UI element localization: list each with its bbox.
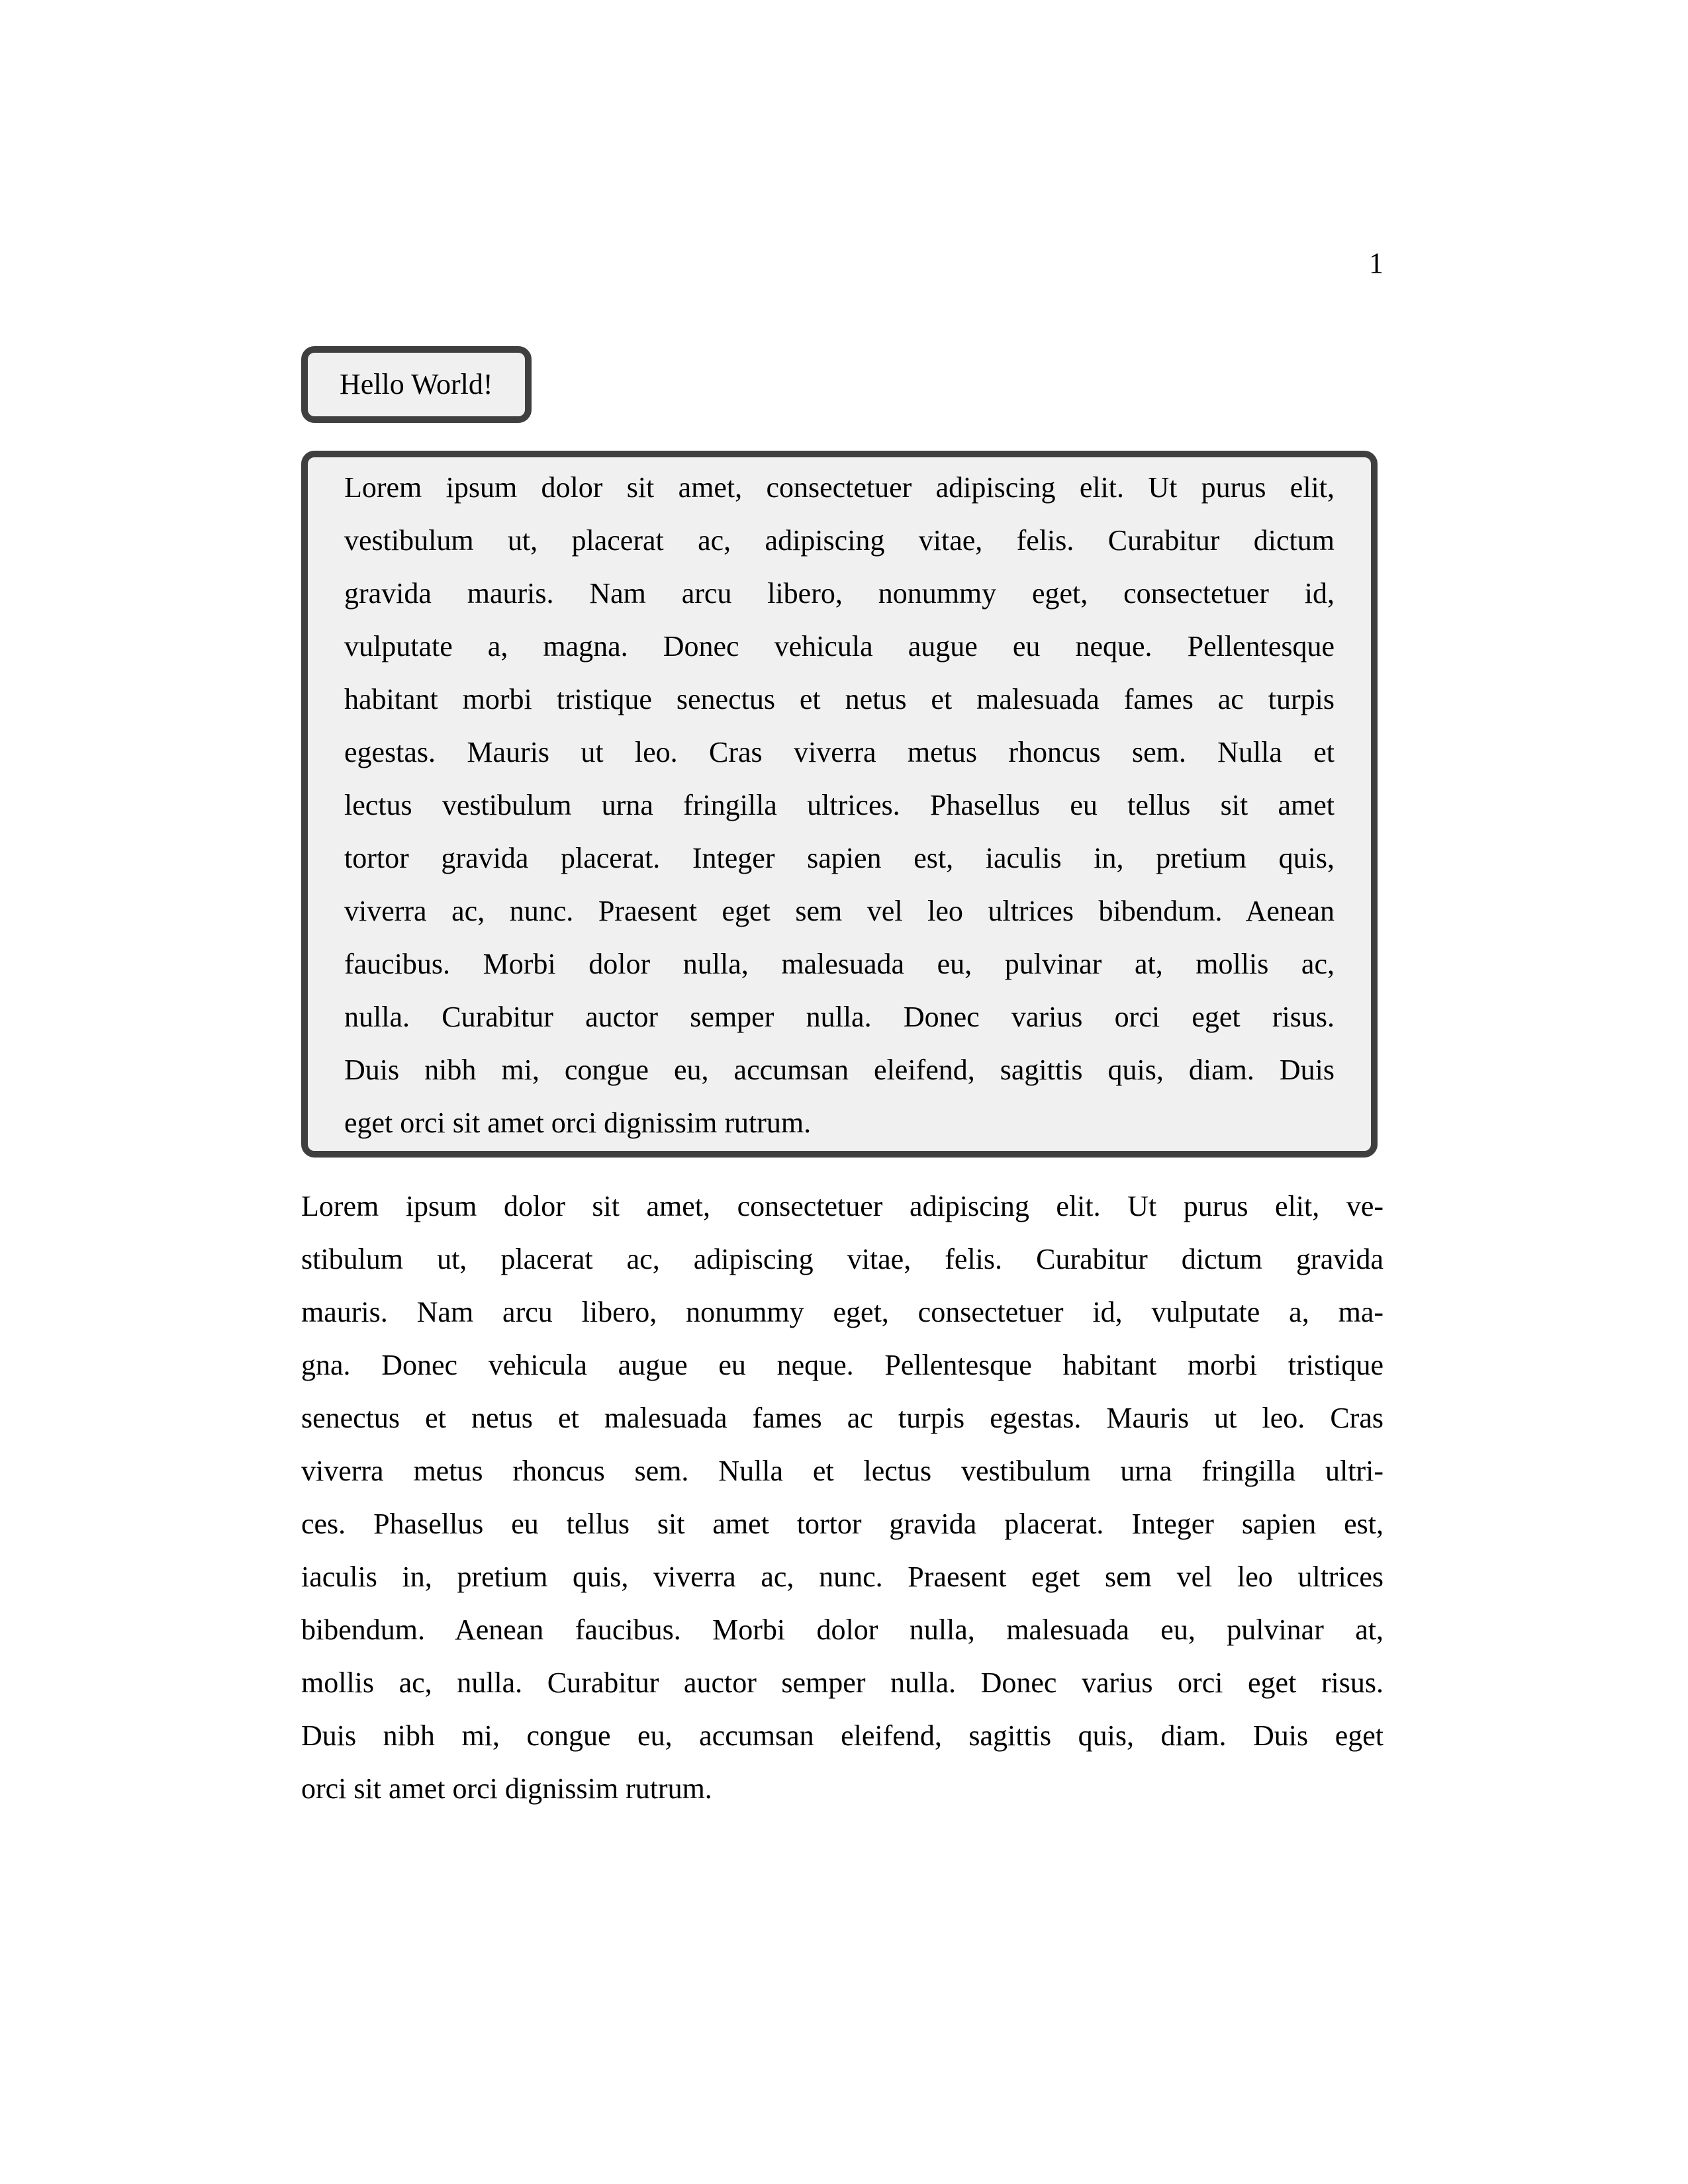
text-line: eget orci sit amet orci dignissim rutrum. bbox=[344, 1107, 812, 1139]
text-line: gravida mauris. Nam arcu libero, nonummy eget, consectetuer id, bbox=[344, 577, 1335, 610]
lorem-ipsum-box bbox=[301, 451, 1378, 1158]
text-line: Lorem ipsum dolor sit amet, consectetuer adipiscing elit. Ut purus elit, ve- bbox=[301, 1190, 1383, 1222]
text-line: vulputate a, magna. Donec vehicula augue eu neque. Pellentesque bbox=[344, 630, 1335, 662]
hello-world-label: Hello World! bbox=[340, 368, 493, 400]
text-line: bibendum. Aenean faucibus. Morbi dolor nulla, malesuada eu, pulvinar at, bbox=[301, 1614, 1383, 1646]
page-content bbox=[301, 346, 1383, 1815]
text-line: habitant morbi tristique senectus et netus et malesuada fames ac turpis bbox=[344, 683, 1335, 715]
text-line: mollis ac, nulla. Curabitur auctor semper nulla. Donec varius orci eget risus. bbox=[301, 1666, 1383, 1699]
text-line: vestibulum ut, placerat ac, adipiscing vitae, felis. Curabitur dictum bbox=[344, 524, 1335, 557]
text-line: ces. Phasellus eu tellus sit amet tortor gravida placerat. Integer sapien est, bbox=[301, 1508, 1383, 1540]
text-line: viverra ac, nunc. Praesent eget sem vel leo ultrices bibendum. Aenean bbox=[344, 895, 1335, 927]
hello-world-box bbox=[301, 346, 532, 423]
text-line: egestas. Mauris ut leo. Cras viverra metus rhoncus sem. Nulla et bbox=[344, 736, 1335, 768]
page-number: 1 bbox=[1369, 247, 1383, 279]
text-line: stibulum ut, placerat ac, adipiscing vitae, felis. Curabitur dictum gravida bbox=[301, 1243, 1383, 1275]
text-line: mauris. Nam arcu libero, nonummy eget, consectetuer id, vulputate a, ma- bbox=[301, 1296, 1383, 1328]
text-line: viverra metus rhoncus sem. Nulla et lectus vestibulum urna fringilla ultri- bbox=[301, 1455, 1383, 1487]
body-paragraph bbox=[301, 1180, 1383, 1815]
text-line: orci sit amet orci dignissim rutrum. bbox=[301, 1772, 712, 1805]
text-line: senectus et netus et malesuada fames ac turpis egestas. Mauris ut leo. Cras bbox=[301, 1402, 1383, 1434]
text-line: Duis nibh mi, congue eu, accumsan eleifend, sagittis quis, diam. Duis bbox=[344, 1054, 1335, 1086]
text-line: Lorem ipsum dolor sit amet, consectetuer adipiscing elit. Ut purus elit, bbox=[344, 471, 1335, 504]
text-line: Duis nibh mi, congue eu, accumsan eleifend, sagittis quis, diam. Duis eget bbox=[301, 1719, 1383, 1752]
text-line: nulla. Curabitur auctor semper nulla. Donec varius orci eget risus. bbox=[344, 1001, 1335, 1033]
text-line: iaculis in, pretium quis, viverra ac, nunc. Praesent eget sem vel leo ultrices bbox=[301, 1561, 1383, 1593]
text-line: tortor gravida placerat. Integer sapien est, iaculis in, pretium quis, bbox=[344, 842, 1335, 874]
text-line: faucibus. Morbi dolor nulla, malesuada eu, pulvinar at, mollis ac, bbox=[344, 948, 1335, 980]
text-line: gna. Donec vehicula augue eu neque. Pellentesque habitant morbi tristique bbox=[301, 1349, 1383, 1381]
text-line: lectus vestibulum urna fringilla ultrices. Phasellus eu tellus sit amet bbox=[344, 789, 1335, 821]
